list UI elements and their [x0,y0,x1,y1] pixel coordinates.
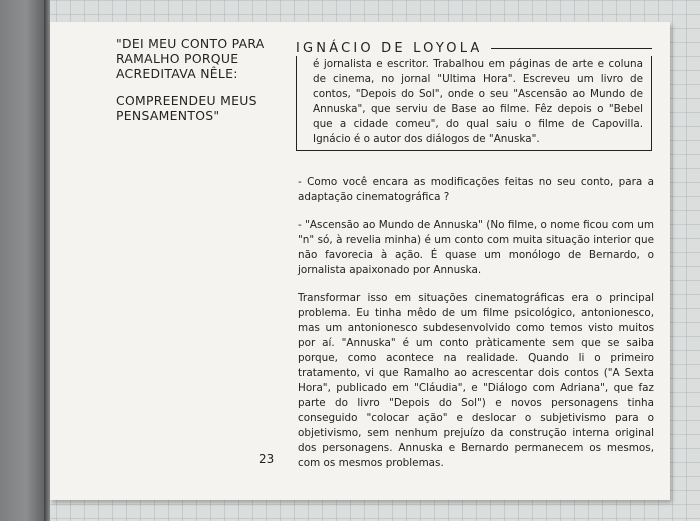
pull-quote-line-1: "DEI MEU CONTO PARA RAMALHO PORQUE ACREDITAVA NÊLE: [116,36,265,81]
interview-answer-2: Transformar isso em situações cinematográficas era o principal problema. Eu tinha mêdo de um filme psicológico, antonionesco, mas um antonionesco subdesenvolvido como temos visto muitos por aí. "Annuska" é um conto pràticamente sem que se saiba porque, como acontece na realidade. Quando li o primeiro tratamento, vi que Ramalho ao acrescentar dois contos ("A Sexta Hora", publicado em "Cláudia", e "Diálogo com Adriana", que faz parte do livro "Depois do Sol") e novos personagens tinha conseguido "colocar ação" e deslocar o subjetivismo para o objetivismo, sem nenhum prejuízo da construção interna original dos personagens. Annuska e Bernardo permanecem os mesmos, com os mesmos problemas. [298,292,654,469]
bio-box [296,56,652,151]
bio-header-rule [491,48,652,49]
bio-text: é jornalista e escritor. Trabalhou em páginas de arte e coluna de cinema, no jornal "Ultima Hora". Escreveu um livro de contos, "Depois do Sol", onde o seu "Ascensão ao Mundo de Annuska", que serviu de Base ao filme. Fêz depois o "Bebel que a cidade comeu", do qual saiu o filme de Capovilla. Ignácio é o autor dos diálogos de "Anuska". [313,58,643,145]
book-spine [0,0,48,521]
pull-quote-line-2: COMPREENDEU MEUS PENSAMENTOS" [116,93,257,123]
author-bio [296,40,652,151]
interview-answer-1: - "Ascensão ao Mundo de Annuska" (No filme, o nome ficou com um "n" só, à revelia minha) é um conto com muita situação interior que não favorecia à ação. É quase um monólogo de Bernardo, o jornalista apaixonado por Annuska. [298,219,654,276]
interview-text [298,175,654,484]
interview-question: - Como você encara as modificações feitas no seu conto, para a adaptação cinematográfica ? [298,176,654,203]
book-page [50,22,670,500]
bio-header [296,40,652,56]
author-name: IGNÁCIO DE LOYOLA [296,40,483,56]
pull-quote [116,36,276,135]
page-number: 23 [259,452,275,466]
